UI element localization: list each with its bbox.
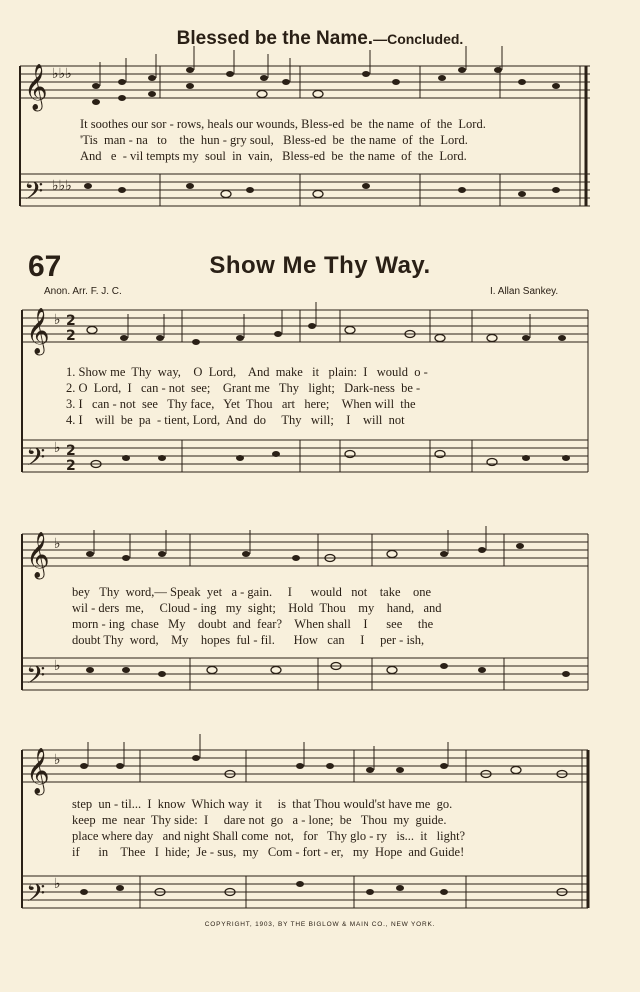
prev-verse-1: It soothes our sor - rows, heals our wounds, Bless-ed be the name of the Lord. <box>80 117 486 131</box>
svg-text:♭♭♭: ♭♭♭ <box>52 178 72 194</box>
system2-verse-1: bey Thy word,— Speak yet a - gain. I would not take one <box>72 585 432 599</box>
svg-text:♭: ♭ <box>54 752 61 768</box>
system1-verse-1: 1. Show me Thy way, O Lord, And make it plain: I would o - <box>66 365 428 379</box>
system1-verse-4: 4. I will be pa - tient, Lord, And do Thy will; I will not <box>66 413 405 427</box>
system3-verse-1: step un - til... I know Which way it is that Thou would'st have me go. <box>72 797 453 811</box>
svg-text:𝄢: 𝄢 <box>26 879 46 914</box>
svg-text:♭: ♭ <box>54 440 61 456</box>
svg-text:𝄞: 𝄞 <box>26 308 50 354</box>
svg-text:2: 2 <box>66 458 76 474</box>
svg-text:𝄞: 𝄞 <box>24 64 48 110</box>
staff-lines-prev-bass <box>20 174 590 206</box>
hymn-title: Show Me Thy Way. <box>209 252 431 279</box>
svg-text:𝄢: 𝄢 <box>24 177 44 212</box>
system3-verse-4: if in Thee I hide; Je - sus, my Com - fort - er, my Hope and Guide! <box>72 845 465 859</box>
hymn-number: 67 <box>28 250 62 283</box>
svg-text:𝄢: 𝄢 <box>26 443 46 478</box>
copyright-notice: COPYRIGHT, 1903, BY THE BIGLOW & MAIN CO., NEW YORK. <box>204 921 436 928</box>
system2-verse-4: doubt Thy word, My hopes ful - fil. How can I per - ish, <box>72 633 425 647</box>
svg-text:♭: ♭ <box>54 658 61 674</box>
system2-verse-3: morn - ing chase My doubt and fear? When shall I see the <box>72 617 434 631</box>
concluded-label: —Concluded. <box>373 31 464 47</box>
system3-verse-3: place where day and night Shall come not, for Thy glo - ry is... it light? <box>72 829 466 843</box>
words-credit: Anon. Arr. F. J. C. <box>44 286 122 297</box>
svg-text:𝄢: 𝄢 <box>26 661 46 696</box>
prev-verse-3: And e - vil tempts my soul in vain, Bless-ed be the name of the Lord. <box>80 149 467 163</box>
staff-lines-prev-treble <box>20 66 590 98</box>
svg-text:2: 2 <box>66 328 76 344</box>
svg-text:♭: ♭ <box>54 876 61 892</box>
system2-verse-2: wil - ders me, Cloud - ing my sight; Hold Thou my hand, and <box>72 601 442 615</box>
svg-text:𝄞: 𝄞 <box>26 532 50 578</box>
svg-text:𝄞: 𝄞 <box>26 748 50 794</box>
svg-text:♭♭♭: ♭♭♭ <box>52 66 72 82</box>
system1-verse-2: 2. O Lord, I can - not see; Grant me Thy light; Dark-ness be - <box>66 381 421 395</box>
system3-verse-2: keep me near Thy side: I dare not go a - lone; be Thou my guide. <box>72 813 447 827</box>
svg-text:2: 2 <box>66 313 76 329</box>
system1-verse-3: 3. I can - not see Thy face, Yet Thou art here; When will the <box>66 397 416 411</box>
svg-text:2: 2 <box>66 443 76 459</box>
prev-verse-2: 'Tis man - na to the hun - gry soul, Bless-ed be the name of the Lord. <box>80 133 468 147</box>
music-credit: I. Allan Sankey. <box>490 286 559 297</box>
previous-hymn-title-text: Blessed be the Name. <box>176 28 374 49</box>
svg-text:♭: ♭ <box>54 536 61 552</box>
svg-text:♭: ♭ <box>54 312 61 328</box>
